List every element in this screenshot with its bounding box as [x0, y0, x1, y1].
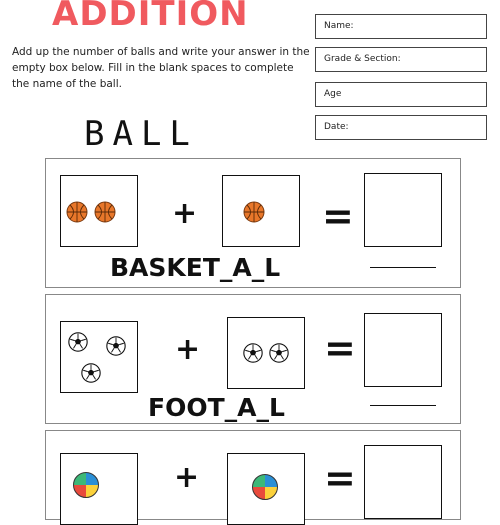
answer-box[interactable]: [364, 173, 442, 247]
soccer-ball-icon: [242, 342, 264, 364]
answer-box[interactable]: [364, 445, 442, 519]
left-ball-box: [60, 321, 138, 393]
date-field[interactable]: [315, 115, 487, 140]
name-field-label: Name:: [324, 21, 354, 31]
right-ball-box: [222, 175, 300, 247]
soccer-ball-icon: [105, 335, 127, 357]
ball-name-puzzle: FOOT_A_L: [148, 393, 285, 422]
problem-panel-3: [45, 430, 461, 520]
plus-operator: +: [175, 332, 201, 367]
left-ball-box: [60, 175, 138, 247]
ball-heading: BALL: [84, 114, 198, 154]
plus-operator: +: [174, 460, 200, 495]
beach-ball-icon: [71, 470, 101, 500]
plus-operator: +: [172, 196, 198, 231]
equals-sign: =: [324, 326, 356, 370]
instructions-text: Add up the number of balls and write your answer in the empty box below. Fill in the blank spaces to complete the name of the ball.: [12, 46, 310, 90]
worksheet-title: ADDITION: [52, 0, 249, 34]
answer-box[interactable]: [364, 313, 442, 387]
right-ball-box: [227, 317, 305, 389]
soccer-ball-icon: [80, 362, 102, 384]
name-field[interactable]: [315, 14, 487, 39]
beach-ball-icon: [250, 472, 280, 502]
basketball-icon: [93, 200, 117, 224]
ball-name-puzzle: BASKET_A_L: [110, 253, 281, 282]
grade-section-field-label: Grade & Section:: [324, 54, 401, 64]
right-ball-box: [227, 453, 305, 525]
basketball-icon: [242, 200, 266, 224]
date-field-label: Date:: [324, 122, 349, 132]
basketball-icon: [65, 200, 89, 224]
equals-sign: =: [324, 456, 356, 500]
answer-line[interactable]: [370, 267, 436, 268]
left-ball-box: [60, 453, 138, 525]
grade-section-field[interactable]: [315, 47, 487, 72]
problem-panel-2: [45, 294, 461, 424]
age-field-label: Age: [324, 89, 342, 99]
soccer-ball-icon: [67, 331, 89, 353]
problem-panel-1: [45, 158, 461, 288]
equals-sign: =: [322, 194, 354, 238]
soccer-ball-icon: [268, 342, 290, 364]
answer-line[interactable]: [370, 405, 436, 406]
age-field[interactable]: [315, 82, 487, 107]
